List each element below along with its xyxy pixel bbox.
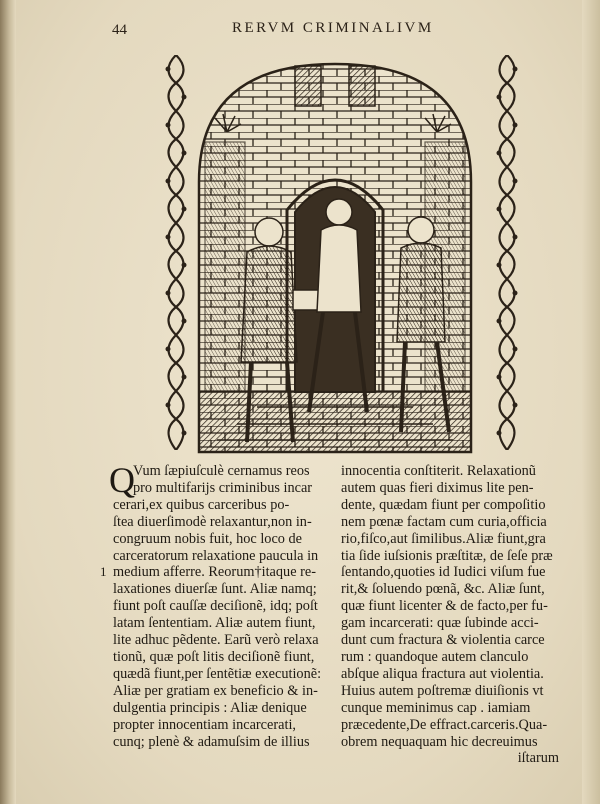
woodcut-illustration [197,62,473,454]
text-line: obrem nequaquam hic decreuimus [341,733,538,750]
text-line: congruum nobis fuit, hoc loco de [113,530,303,547]
margin-note: 1 [100,564,107,579]
page-gutter-shadow [0,0,16,804]
text-line: pro multifarijs criminibus incar [133,479,313,496]
catchword: iſtarum [517,750,559,767]
text-line: rio,fiſco,aut ſimilibus.Aliæ fiunt,gra [341,530,546,547]
text-line: autem quas fieri diximus lite pen- [341,479,534,496]
text-line: cunque meminimus cap . iamiam [341,699,531,716]
text-line: medium afferre. Reorum†itaque re- [113,564,316,581]
text-line: lite adhuc pẽdente. Earũ verò relaxa [113,632,319,649]
text-line: latam ſententiam. Aliæ autem fiunt, [113,615,316,632]
text-line: dente, quædam fiunt per compoſitio [341,496,546,513]
text-line: rit,& ſoluendo pœnã, &c. Aliæ ſunt, [341,581,545,598]
page-edge [582,0,600,804]
drop-cap: Q [109,460,135,500]
text-line: abſque aliqua fractura aut violentia. [341,665,544,682]
text-line: fiunt poſt cauſſæ deciſionẽ, idq; poſt [113,598,318,615]
text-line: rum : quandoque autem clanculo [341,648,529,665]
text-line: ſentando,quoties id Iudici viſum fue [341,564,546,581]
text-line: cerari,ex quibus carceribus po- [113,496,290,513]
text-line: nem pœnæ factam cum curia,officia [341,513,547,530]
ornamental-border-left [162,55,190,450]
text-line: gam incarcerati: quæ ſubinde acci- [341,615,539,632]
running-title: RERVM CRIMINALIVM [232,20,434,36]
text-line: quædã fiunt,per ſentẽtiæ executionẽ: [113,665,322,682]
text-column-right [341,463,559,767]
text-line: tia ſide iuſsionis præſtitæ, de ſeſe præ [341,547,553,564]
text-line: præcedente,De effract.carceris.Qua- [341,716,548,733]
ornamental-border-right [493,55,521,450]
text-line: ſtea diuerſimodè relaxantur,non in- [113,513,312,530]
text-line: Vum ſæpiuſculè cernamus reos [133,463,310,479]
text-line: cunq; plenè & adamuſsim de illius [113,733,310,750]
text-line: carceratorum relaxatione paucula in [113,547,319,564]
text-line: tionũ, quæ poſt litis deciſionẽ fiunt, [113,648,315,665]
text-line: dulgentia principis : Aliæ denique [113,699,307,716]
text-line: propter innocentiam incarcerati, [113,716,296,733]
text-line: dunt cum fractura & violentia carce [341,632,545,649]
text-line: innocentia conſtiterit. Relaxationũ [341,463,536,479]
text-line: quæ fiunt licenter & de facto,per fu- [341,598,548,615]
text-line: laxationes diuerſæ ſunt. Aliæ namq; [113,581,317,598]
text-column-left [113,463,331,750]
text-line: Aliæ per gratiam ex beneficio & in- [113,682,318,699]
text-line: Huius autem poſtremæ diuiſionis vt [341,682,544,699]
page-number: 44 [112,22,127,38]
